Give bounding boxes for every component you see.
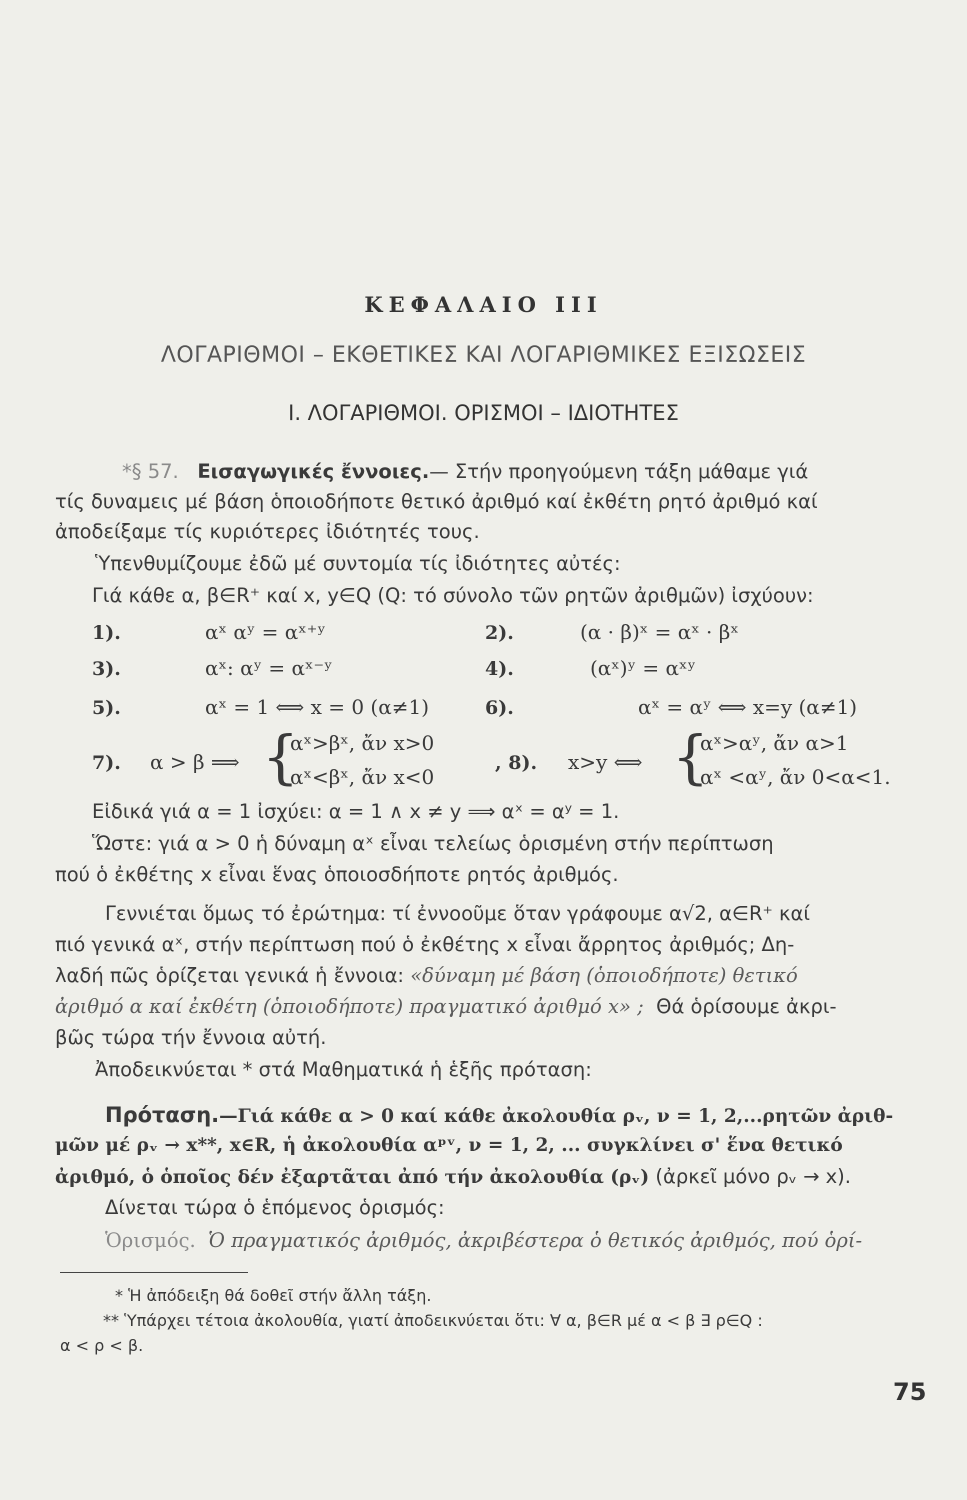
body-line-2: Ὥστε: γιά α > 0 ἡ δύναμη αˣ εἶναι τελείως ὁρισμένη στήν περίπτωση xyxy=(92,832,774,855)
prop-7-brace: { xyxy=(262,723,299,791)
prop-4-number: 4). xyxy=(485,658,514,680)
footnote-1: * Ἡ ἀπόδειξη θά δοθεῖ στήν ἄλλη τάξη. xyxy=(115,1286,432,1305)
proposition-line-1 xyxy=(105,1100,893,1132)
proposition-line-4: Δίνεται τώρα ὁ ἑπόμενος ὁρισμός: xyxy=(105,1196,445,1219)
footnote-3: α < ρ < β. xyxy=(60,1336,144,1355)
prop-2-number: 2). xyxy=(485,622,514,644)
body-line-5: πιό γενικά αˣ, στήν περίπτωση πού ὁ ἐκθέτης x εἶναι ἄρρητος ἀριθμός; Δη- xyxy=(55,933,795,956)
definition-label: Ὁρισμός. xyxy=(105,1229,196,1252)
footnote-rule xyxy=(60,1272,248,1273)
prop-8-brace: { xyxy=(672,723,709,791)
prop-3-number: 3). xyxy=(92,658,121,680)
prop-2-formula: (α · β)ˣ = αˣ · βˣ xyxy=(580,620,739,644)
body-line-6 xyxy=(55,961,798,991)
definition-line xyxy=(105,1226,862,1256)
para-57-line-4: Ὑπενθυμίζουμε ἐδῶ μέ συντομία τίς ἰδιότητες αὐτές: xyxy=(95,552,621,575)
para-57-line-5: Γιά κάθε α, β∈R⁺ καί x, y∈Q (Q: τό σύνολο τῶν ρητῶν ἀριθμῶν) ἰσχύουν: xyxy=(92,584,814,607)
prop-5-formula: αˣ = 1 ⟺ x = 0 (α≠1) xyxy=(205,695,429,719)
body-line-7 xyxy=(55,992,836,1022)
body-line-7-text: Θά ὁρίσουμε ἀκρι- xyxy=(656,995,837,1018)
para-heading: Εισαγωγικές ἔννοιες. xyxy=(197,460,430,483)
prop-3-formula: αˣ: αʸ = αˣ⁻ʸ xyxy=(205,656,333,680)
prop-6-formula: αˣ = αʸ ⟺ x=y (α≠1) xyxy=(638,695,858,719)
prop-6-number: 6). xyxy=(485,697,514,719)
chapter-title: ΛΟΓΑΡΙΘΜΟΙ – ΕΚΘΕΤΙΚΕΣ ΚΑΙ ΛΟΓΑΡΙΘΜΙΚΕΣ ΕΞΙΣΩΣΕΙΣ xyxy=(160,343,807,368)
prop-7-case-b: αˣ<βˣ, ἄν x<0 xyxy=(290,765,435,789)
proposition-line-3-text: ἀριθμό, ὁ ὁποῖος δέν ἐξαρτᾶται ἀπό τήν ἀκολουθία (ρᵥ) xyxy=(55,1167,650,1188)
prop-4-formula: (αˣ)ʸ = αˣʸ xyxy=(590,656,696,680)
body-line-6-text: λαδή πῶς ὁρίζεται γενικά ἡ ἔννοια: xyxy=(55,964,404,987)
proposition-line-2: μῶν μέ ρᵥ → x**, x∈R, ἡ ἀκολουθία αᵖᵛ, ν = 1, 2, ... συγκλίνει σ' ἕνα θετικό xyxy=(55,1135,843,1156)
para-marker: *§ 57. xyxy=(122,460,179,483)
proposition-line-1-text: —Γιά κάθε α > 0 καί κάθε ἀκολουθία ρᵥ, ν = 1, 2,...ρητῶν ἀριθ- xyxy=(219,1106,894,1127)
prop-7-case-a: αˣ>βˣ, ἄν x>0 xyxy=(290,731,435,755)
proposition-label: Πρόταση. xyxy=(105,1103,220,1127)
prop-8-case-a: αˣ>αʸ, ἄν α>1 xyxy=(700,731,849,755)
prop-1-number: 1). xyxy=(92,622,121,644)
prop-8-number: , 8). xyxy=(495,752,538,774)
prop-8-lhs: x>y ⟺ xyxy=(568,750,643,774)
chapter-heading: ΚΕΦΑΛΑΙΟ III xyxy=(364,292,603,317)
para-57-line-1 xyxy=(122,457,808,487)
section-title: Ι. ΛΟΓΑΡΙΘΜΟΙ. ΟΡΙΣΜΟΙ – ΙΔΙΟΤΗΤΕΣ xyxy=(288,401,679,425)
body-line-9: Ἀποδεικνύεται * στά Μαθηματικά ἡ ἑξῆς πρόταση: xyxy=(95,1058,592,1081)
definition-text: Ὁ πραγματικός ἀριθμός, ἀκριβέστερα ὁ θετικός ἀριθμός, πού ὁρί- xyxy=(208,1229,863,1252)
body-line-3: πού ὁ ἐκθέτης x εἶναι ἕνας ὁποιοσδήποτε ρητός ἀριθμός. xyxy=(55,863,619,886)
body-line-1: Εἰδικά γιά α = 1 ἰσχύει: α = 1 ∧ x ≠ y ⟹ αˣ = αʸ = 1. xyxy=(92,800,620,823)
para-57-line-3: ἀποδείξαμε τίς κυριότερες ἰδιότητές τους. xyxy=(55,520,480,543)
footnote-2: ** Ὑπάρχει τέτοια ἀκολουθία, γιατί ἀποδεικνύεται ὅτι: ∀ α, β∈R μέ α < β ∃ ρ∈Q : xyxy=(103,1311,763,1330)
proposition-line-3 xyxy=(55,1162,851,1193)
prop-8-case-b: αˣ <αʸ, ἄν 0<α<1. xyxy=(700,765,891,789)
prop-7-lhs: α > β ⟹ xyxy=(150,750,240,774)
para-line-1-text: — Στήν προηγούμενη τάξη μάθαμε γιά xyxy=(429,460,809,483)
body-line-6-italic: «δύναμη μέ βάση (ὁποιοδήποτε) θετικό xyxy=(410,964,798,987)
body-line-8: βῶς τώρα τήν ἔννοια αὐτή. xyxy=(55,1026,327,1049)
proposition-line-3-note: (ἀρκεῖ μόνο ρᵥ → x). xyxy=(655,1165,851,1188)
para-57-line-2: τίς δυναμεις μέ βάση ὁποιοδήποτε θετικό ἀριθμό καί ἐκθέτη ρητό ἀριθμό καί xyxy=(55,490,818,513)
page-number: 75 xyxy=(893,1378,927,1406)
body-line-4: Γεννιέται ὅμως τό ἐρώτημα: τί ἐννοοῦμε ὅταν γράφουμε α√2, α∈R⁺ καί xyxy=(105,902,810,925)
prop-1-formula: αˣ αʸ = αˣ⁺ʸ xyxy=(205,620,326,644)
body-line-7-italic: ἀριθμό α καί ἐκθέτη (ὁποιοδήποτε) πραγματικό ἀριθμό x» ; xyxy=(55,995,644,1018)
prop-5-number: 5). xyxy=(92,697,121,719)
prop-7-number: 7). xyxy=(92,752,121,774)
